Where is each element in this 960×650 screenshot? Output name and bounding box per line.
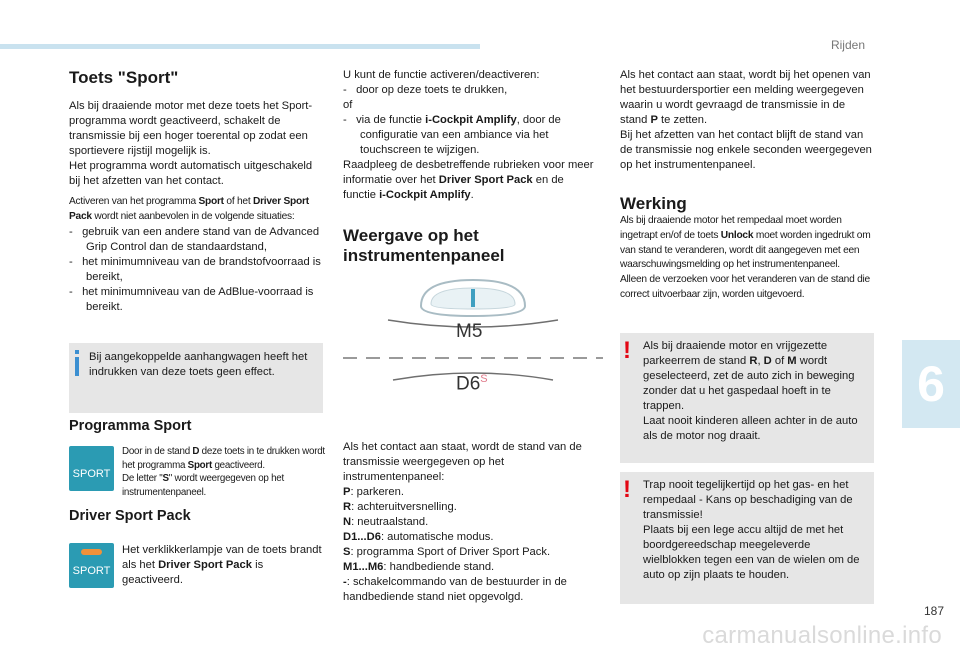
activation-note: Activeren van het programma Sport of het Driver Sport Pack wordt niet aanbevolen in de volgende situaties: — [69, 196, 309, 222]
or-text: of — [343, 99, 353, 111]
info-icon — [75, 350, 79, 376]
warning-2-p1: Trap nooit tegelijkertijd op het gas- en het rempedaal - Kans op beschadiging van de transmissie! — [643, 479, 853, 521]
col2-bottom — [343, 440, 603, 605]
legend-m: M1...M6: handbediende stand. — [343, 561, 495, 573]
warning-2-text — [643, 478, 869, 583]
info-box — [69, 343, 323, 413]
intro-text-2: Het programma wordt automatisch uitgeschakeld bij het afzetten van het contact. — [69, 160, 313, 187]
display-sport-indicator: S — [480, 373, 488, 385]
bullet-1: - gebruik van een andere stand van de Advanced Grip Control dan de standaardstand, — [69, 225, 320, 253]
werking-p1: Als bij draaiende motor het rempedaal moet worden ingetrapt en/of de toets Unlock moet worden ingedrukt om van stand te veranderen, wordt dit aangegeven met een waarschuwingsmelding op het instrumentenpaneel. — [620, 215, 871, 271]
section-label: Rijden — [830, 38, 865, 52]
werking-p2: Alleen de verzoeken voor het veranderen van de stand die correct uitvoerbaar zijn, worden uitgevoerd. — [620, 274, 870, 300]
legend-d: D1...D6: automatische modus. — [343, 531, 494, 543]
legend-p: P: parkeren. — [343, 486, 404, 498]
title-programma-sport: Programma Sport — [69, 418, 192, 434]
bullet-icockpit: - via de functie i-Cockpit Amplify, door de configuratie van een ambiance via het touchscreen te wijzigen. — [343, 114, 561, 156]
driver-sport-pack-text: Het verklikkerlampje van de toets brandt als het Driver Sport Pack is geactiveerd. — [122, 544, 322, 586]
door-open-text: Als het contact aan staat, wordt bij het openen van het bestuurdersportier een melding weergegeven waarin u wordt gevraagd de transmissie in de stand P te zetten. — [620, 69, 871, 126]
bullet-button: - door op deze toets te drukken, — [343, 84, 508, 96]
chapter-number: 6 — [917, 356, 945, 412]
title-display: Weergave op het instrumentenpaneel — [343, 226, 505, 265]
col3-top — [620, 68, 875, 173]
col2-top — [343, 68, 598, 203]
col1-body — [69, 99, 324, 315]
title-werking: Werking — [620, 194, 687, 213]
bullet-3: - het minimumniveau van de AdBlue-voorraad is bereikt. — [69, 285, 314, 313]
legend-n: N: neutraalstand. — [343, 516, 429, 528]
warning-1-p1: Als bij draaiende motor en vrijgezette parkeerrem de stand R, D of M wordt geselecteerd, zet de auto zich in beweging zonder dat u het gaspedaal hoeft in te trappen. — [643, 340, 855, 412]
sport-button-icon: SPORT — [69, 446, 114, 491]
header-bar — [0, 44, 480, 49]
warning-2-p2: Plaats bij een lege accu altijd de met het boordgereedschap meegeleverde wielblokken tegen een van de wielen om de auto op zijn plaats te houden. — [643, 524, 860, 581]
refer-text: Raadpleeg de desbetreffende rubrieken voor meer informatie over het Driver Sport Pack en de functie i-Cockpit Amplify. — [343, 159, 594, 201]
intro-text: Als bij draaiende motor met deze toets het Sport-programma wordt geactiveerd, schakelt de transmissie bij een hoger toerental op zodat een sportievere rijstijl mogelijk is. — [69, 100, 313, 157]
ignition-off-text: Bij het afzetten van het contact blijft de stand van de transmissie nog enkele seconden weergegeven op het instrumentenpaneel. — [620, 129, 872, 171]
warning-icon: ! — [623, 337, 631, 364]
chapter-tab — [902, 340, 960, 428]
legend-dash: -: schakelcommando van de bestuurder in de handbediende stand niet opgevolgd. — [343, 576, 567, 603]
display-drive-gear: $D6^S$ — [456, 373, 488, 395]
legend-r: R: achteruitversnelling. — [343, 501, 457, 513]
page-number: 187 — [923, 604, 944, 618]
warning-box-2 — [620, 472, 874, 604]
legend-s: S: programma Sport of Driver Sport Pack. — [343, 546, 551, 558]
display-intro: Als het contact aan staat, wordt de stand van de transmissie weergegeven op het instrumentenpaneel: — [343, 441, 582, 483]
warning-1-p2: Laat nooit kinderen alleen achter in de auto als de motor nog draait. — [643, 415, 858, 442]
activate-text: U kunt de functie activeren/deactiveren: — [343, 69, 540, 81]
bullet-2: - het minimumniveau van de brandstofvoorraad is bereikt, — [69, 255, 321, 283]
title-driver-sport-pack: Driver Sport Pack — [69, 508, 191, 524]
warning-box-1 — [620, 333, 874, 463]
werking-text — [620, 214, 878, 303]
warning-icon: ! — [623, 476, 631, 503]
display-manual-gear: M5 — [456, 321, 483, 342]
title-sport-button: Toets "Sport" — [69, 68, 179, 87]
watermark: carmanualsonline.info — [702, 622, 942, 649]
programma-sport-text: Door in de stand D deze toets in te drukken wordt het programma Sport geactiveerd. De letter "S" wordt weergegeven op het instrumentenpaneel. — [122, 446, 325, 498]
sport-button-lamp-icon: SPORT — [69, 543, 114, 588]
warning-1-text — [643, 339, 869, 444]
info-note: Bij aangekoppelde aanhangwagen heeft het indrukken van deze toets geen effect. — [89, 351, 308, 378]
